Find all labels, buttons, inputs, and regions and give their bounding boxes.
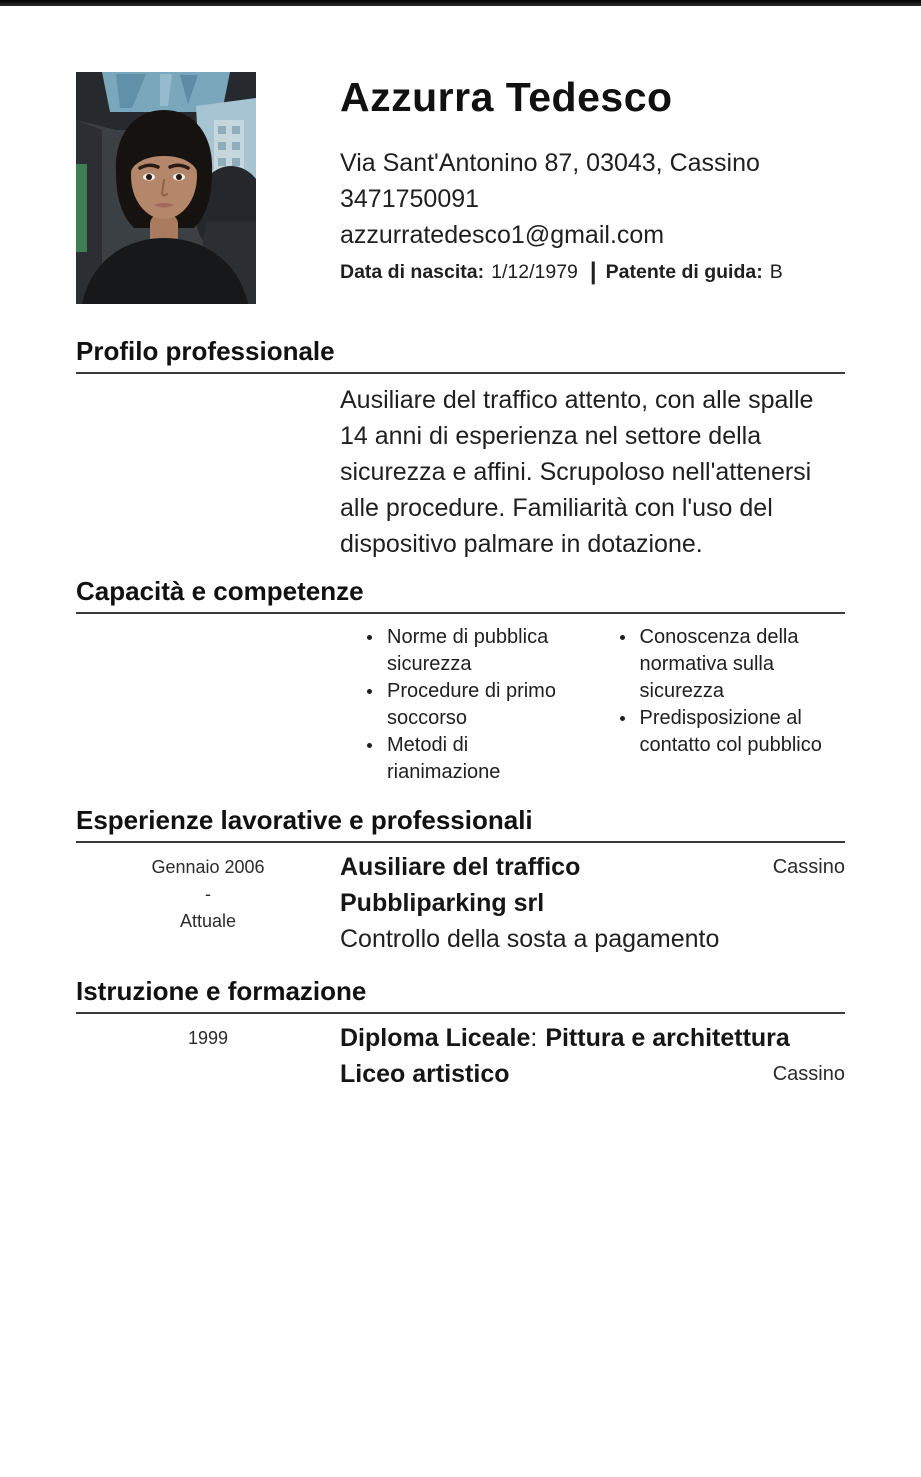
email-address: azzurratedesco1@gmail.com	[340, 221, 665, 249]
section-education	[76, 976, 845, 1092]
skill-item: • Norme di pubblica sicurezza	[384, 624, 585, 678]
date-separator: -	[205, 884, 211, 904]
person-name: Azzurra Tedesco	[340, 74, 673, 120]
skill-item: • Predisposizione al contatto col pubblico	[637, 705, 838, 759]
experience-dates	[76, 849, 340, 957]
profile-photo	[76, 72, 256, 304]
section-profile	[76, 336, 845, 562]
skills-heading: Capacità e competenze	[76, 576, 845, 614]
portrait-photo-icon	[76, 72, 256, 304]
job-title: Ausiliare del traffico	[340, 853, 581, 881]
company-name: Pubbliparking srl	[340, 889, 545, 917]
license-label: Patente di guida:	[605, 261, 763, 283]
profile-text: Ausiliare del traffico attento, con alle spalle 14 anni di esperienza nel settore della sicurezza e affini. Scrupoloso nell'attenersi alle procedure. Familiarità con l'uso del dispositivo palmare in dotazione.	[340, 386, 814, 558]
school-location: Cassino	[772, 1063, 845, 1085]
skill-item: • Metodi di rianimazione	[384, 732, 585, 786]
phone-number: 3471750091	[340, 185, 480, 213]
degree-name: Diploma Liceale	[340, 1024, 531, 1052]
experience-entry	[76, 843, 845, 957]
job-location: Cassino	[772, 856, 845, 878]
section-experience	[76, 805, 845, 957]
education-entry	[76, 1014, 845, 1092]
degree-separator: :	[530, 1024, 538, 1052]
profile-heading: Profilo professionale	[76, 336, 845, 374]
meta-separator: |	[589, 258, 597, 285]
skill-item: • Conoscenza della normativa sulla sicurezza	[637, 624, 838, 705]
education-year	[76, 1020, 340, 1092]
experience-heading: Esperienze lavorative e professionali	[76, 805, 845, 843]
degree-field: Pittura e architettura	[545, 1024, 790, 1052]
date-from: Gennaio 2006	[151, 857, 265, 877]
date-to: Attuale	[179, 911, 237, 931]
job-description: Controllo della sosta a pagamento	[340, 925, 720, 953]
skills-column-right	[593, 624, 846, 786]
graduation-year: 1999	[187, 1028, 229, 1048]
birth-date-value: 1/12/1979	[491, 261, 578, 283]
school-name: Liceo artistico	[340, 1060, 510, 1088]
birth-date-label: Data di nascita:	[340, 261, 485, 283]
skills-left-spacer	[76, 622, 340, 786]
header-text	[340, 72, 845, 304]
section-skills	[76, 576, 845, 786]
education-heading: Istruzione e formazione	[76, 976, 845, 1014]
personal-meta	[340, 260, 845, 285]
skills-column-left	[340, 624, 593, 786]
address: Via Sant'Antonino 87, 03043, Cassino	[340, 149, 760, 177]
header	[76, 72, 845, 304]
skill-item: • Procedure di primo soccorso	[384, 678, 585, 732]
skills-lists	[340, 622, 845, 786]
license-value: B	[769, 261, 783, 283]
profile-left-spacer	[76, 382, 340, 562]
cv-page	[0, 6, 921, 1092]
degree-line	[340, 1020, 845, 1056]
